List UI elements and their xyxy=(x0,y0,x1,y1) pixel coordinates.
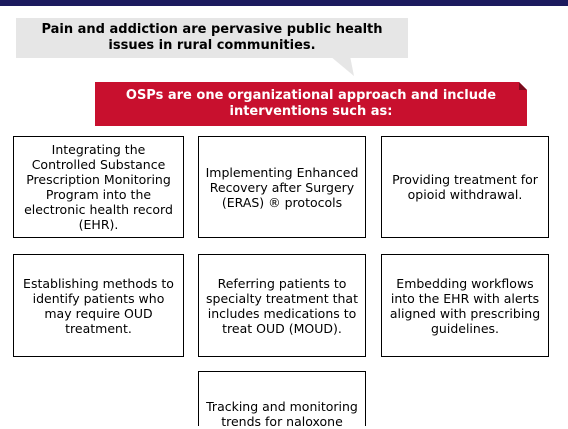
callout-line-1: Pain and addiction are pervasive public health xyxy=(41,22,383,37)
callout-line-2: issues in rural communities. xyxy=(108,38,316,53)
intervention-box-workflows: Embedding workflows into the EHR with alerts aligned with prescribing guidelines. xyxy=(381,254,549,357)
intervention-box-identify: Establishing methods to identify patients who may require OUD treatment. xyxy=(13,254,184,357)
banner-line-1: OSPs are one organizational approach and include xyxy=(125,88,497,103)
callout-statement xyxy=(16,18,408,58)
intervention-box-referral: Referring patients to specialty treatment that includes medications to treat OUD (MOUD). xyxy=(198,254,366,357)
intervention-box-naloxone: Tracking and monitoring trends for naloxone xyxy=(198,371,366,426)
banner-line-2: interventions such as: xyxy=(229,104,393,119)
intervention-box-pdmp: Integrating the Controlled Substance Prescription Monitoring Program into the electronic health record (EHR). xyxy=(13,136,184,238)
intervention-box-eras: Implementing Enhanced Recovery after Surgery (ERAS) ® protocols xyxy=(198,136,366,238)
intervention-box-withdrawal: Providing treatment for opioid withdrawal. xyxy=(381,136,549,238)
osp-banner xyxy=(95,82,527,126)
